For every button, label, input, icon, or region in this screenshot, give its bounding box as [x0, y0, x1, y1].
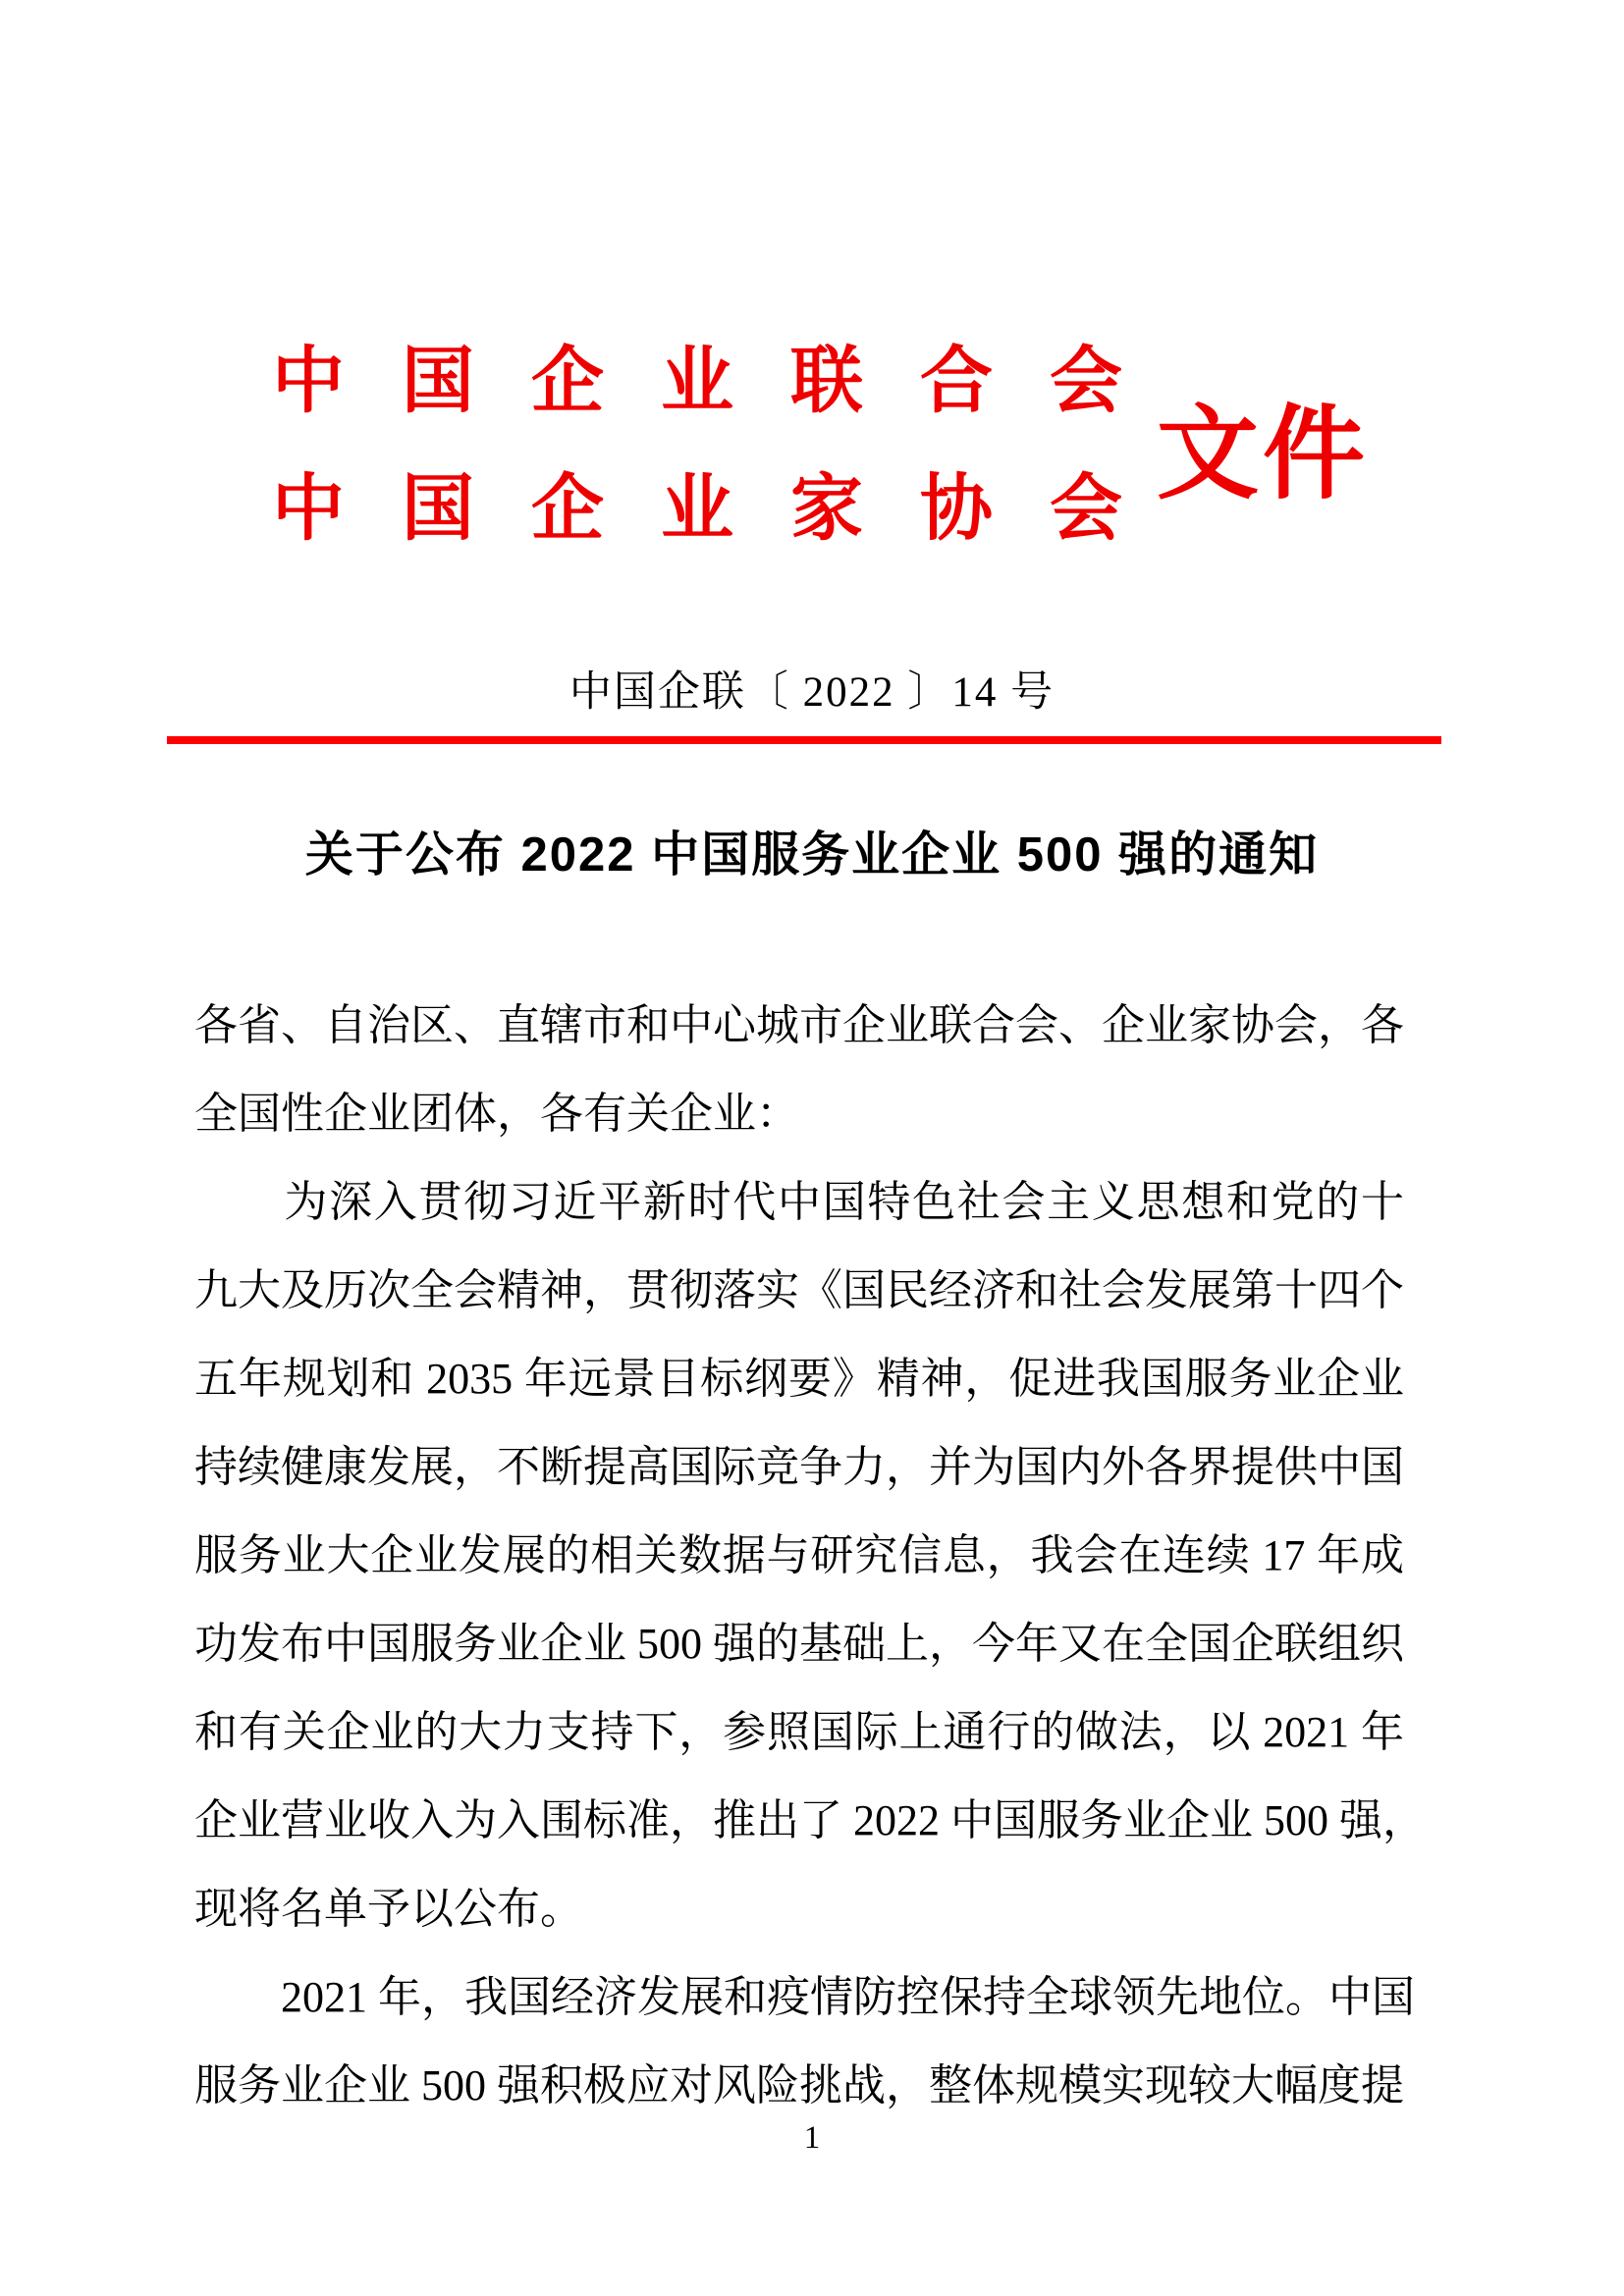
document-body: [194, 982, 1426, 2130]
document-type-label: 文件: [1157, 399, 1370, 511]
body-line-8: 功发布中国服务业企业 500 强的基础上，今年又在全国企联组织: [194, 1620, 1404, 1668]
body-line-4: 九大及历次全会精神，贯彻落实《国民经济和社会发展第十四个: [194, 1266, 1404, 1314]
body-line-1: 各省、自治区、直辖市和中心城市企业联合会、企业家协会，各: [194, 1001, 1404, 1049]
body-line-6: 持续健康发展，不断提高国际竞争力，并为国内外各界提供中国: [194, 1443, 1404, 1491]
body-line-12: 2021 年，我国经济发展和疫情防控保持全球领先地位。中国: [194, 1973, 1415, 2021]
body-line-9: 和有关企业的大力支持下，参照国际上通行的做法，以 2021 年: [194, 1708, 1404, 1756]
red-separator-line: [167, 736, 1441, 744]
body-line-5: 五年规划和 2035 年远景目标纲要》精神，促进我国服务业企业: [194, 1355, 1404, 1403]
document-number: 中国企联〔 2022 〕14 号: [568, 669, 1056, 716]
document-title: 关于公布 2022 中国服务业企业 500 强的通知: [304, 828, 1320, 881]
body-line-7: 服务业大企业发展的相关数据与研究信息，我会在连续 17 年成: [194, 1531, 1404, 1579]
body-line-10: 企业营业收入为入围标准，推出了 2022 中国服务业企业 500 强，: [194, 1796, 1426, 1844]
body-line-13: 服务业企业 500 强积极应对风险挑战，整体规模实现较大幅度提: [194, 2061, 1404, 2109]
body-line-11: 现将名单予以公布。: [194, 1885, 583, 1933]
letterhead-org-line-1: 中国企业联合会: [272, 342, 1179, 422]
page-number: 1: [803, 2120, 821, 2156]
letterhead-org-line-2: 中国企业家协会: [272, 469, 1179, 550]
body-line-2: 全国性企业团体，各有关企业：: [194, 1090, 799, 1138]
body-line-3: 为深入贯彻习近平新时代中国特色社会主义思想和党的十: [194, 1178, 1404, 1226]
